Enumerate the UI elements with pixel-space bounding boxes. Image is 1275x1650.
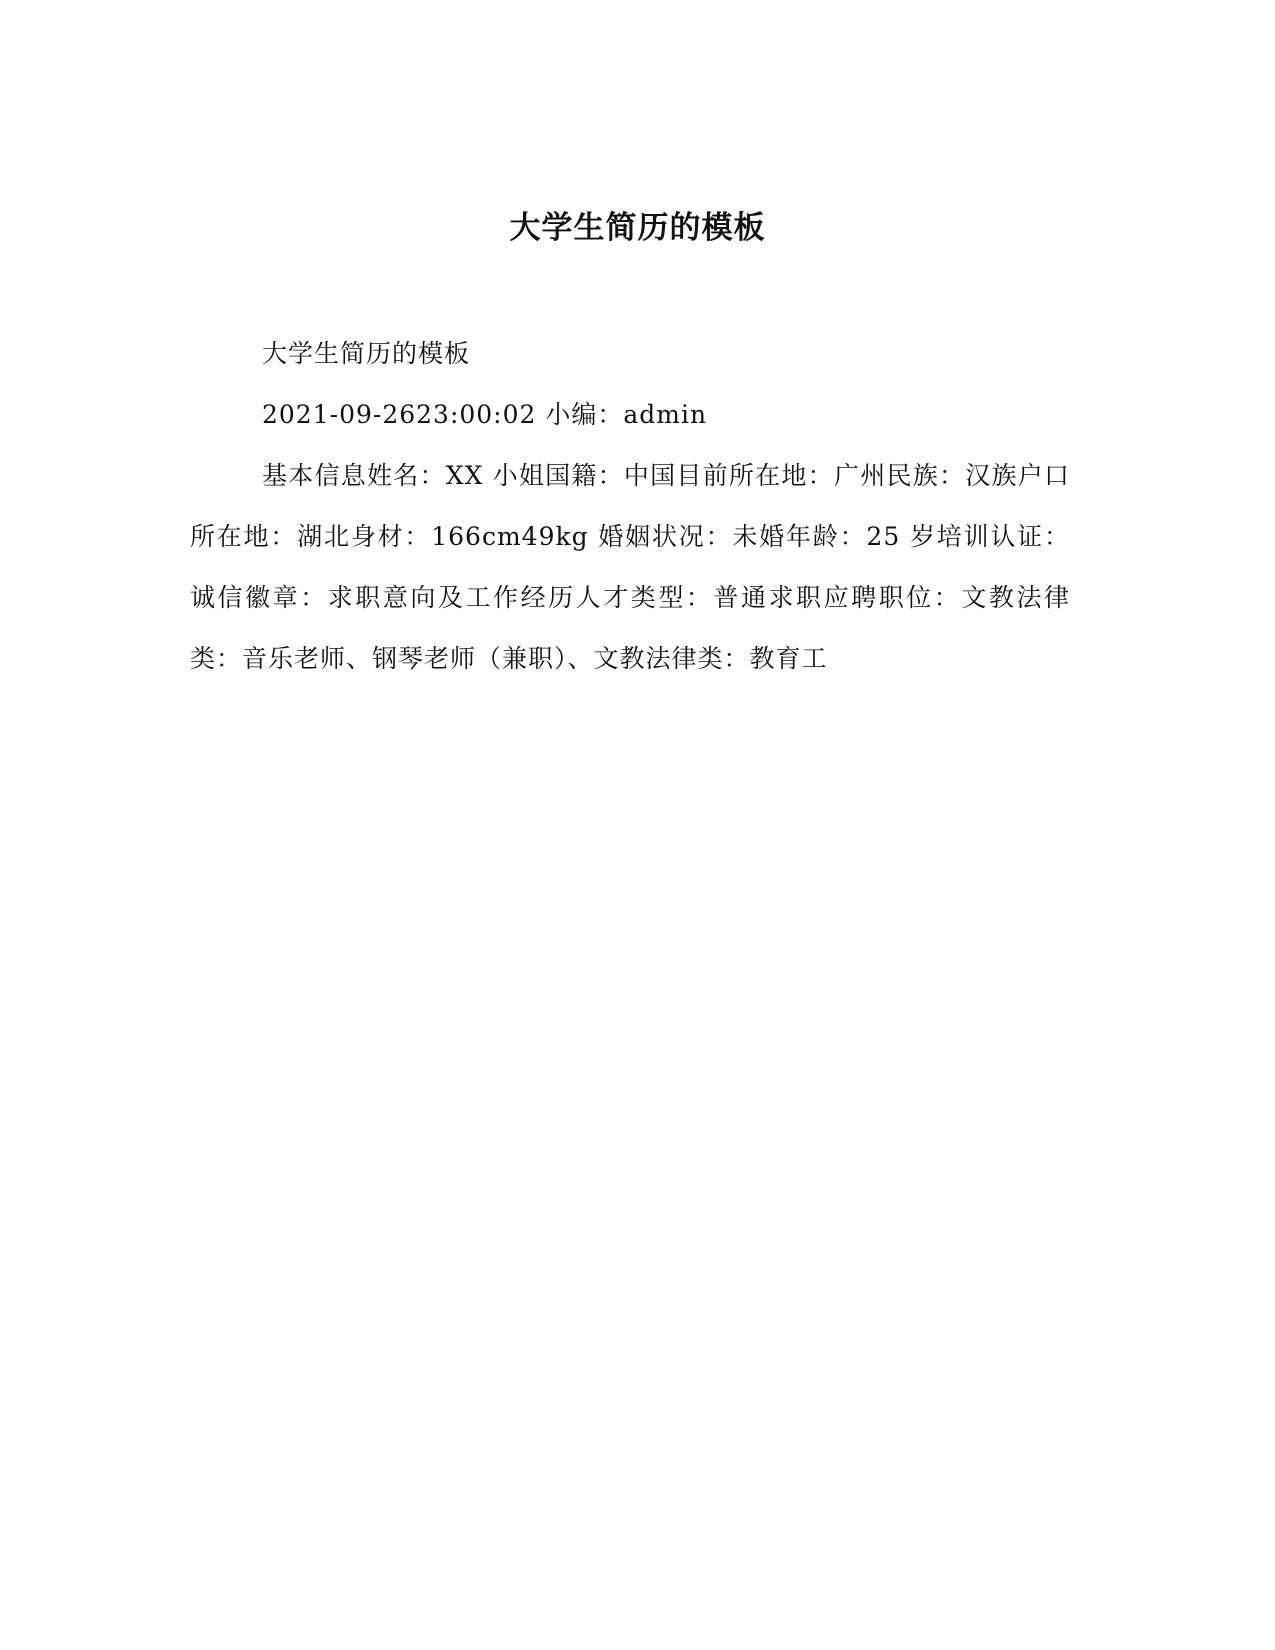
document-meta: 2021-09-2623:00:02 小编：admin	[262, 400, 708, 429]
document-subtitle: 大学生简历的模板	[262, 339, 471, 368]
document-body-paragraph: 基本信息姓名：XX 小姐国籍：中国目前所在地：广州民族：汉族户口所在地：湖北身材：166cm49kg 婚姻状况：未婚年龄：25 岁培训认证：诚信徽章：求职意向及工作经历人才类型：普通求职应聘职位：文教法律类：音乐老师、钢琴老师（兼职）、文教法律类：教育工	[190, 461, 1070, 673]
document-title: 大学生简历的模板	[509, 210, 766, 246]
